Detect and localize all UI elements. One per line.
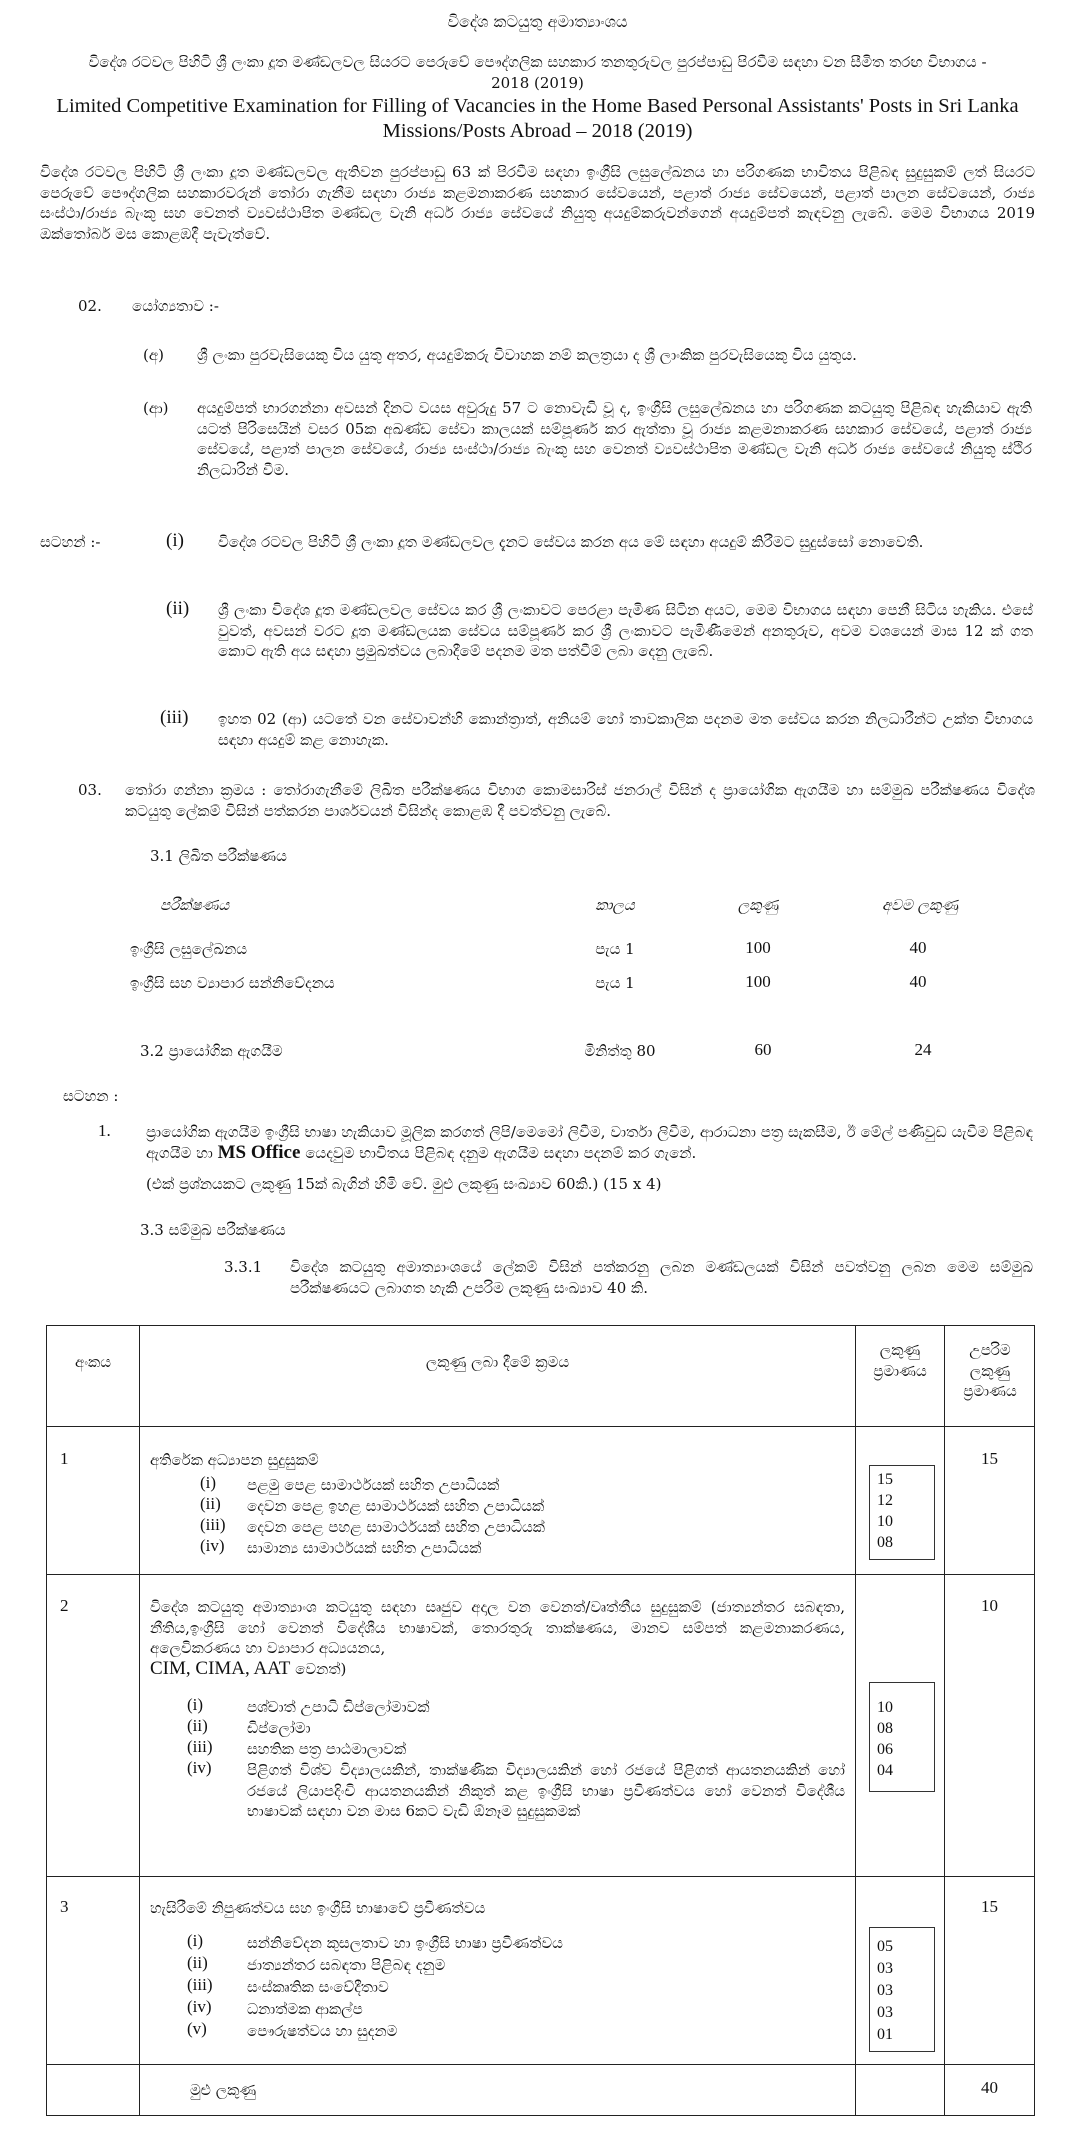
written-row-1-min: 40 [909, 938, 927, 957]
table-row-2-divider [46, 1876, 1034, 1877]
row-2-item-1-marks: 10 [877, 1699, 893, 1716]
written-row-1-time: පැය 1 [595, 940, 635, 958]
practical-min: 24 [914, 1040, 932, 1059]
eligibility-a-text: ශ්‍රී ලංකා පුරවැසියෙකු විය යුතු අතර, අයදුම්කරු විවාහක නම් කලත්‍රයා ද ශ්‍රී ලාංකික පුරවැසියෙකු විය යුතුය. [197, 346, 857, 364]
note-iii-label: (iii) [160, 707, 189, 728]
notes-label: සටහන් :- [40, 533, 101, 551]
row-2-item-3-label: (iii) [187, 1737, 213, 1756]
written-row-2-time: පැය 1 [595, 974, 635, 992]
written-col-min: අවම ලකුණු [881, 896, 959, 914]
row-3-item-2-label: (ii) [187, 1953, 208, 1972]
row-1-item-1-text: පළමු පෙළ සාමාර්ථයක් සහිත උපාධියක් [247, 1476, 500, 1494]
row-3-item-1-label: (i) [187, 1931, 204, 1950]
note-i-label: (i) [166, 530, 184, 551]
table-row-1-divider [46, 1574, 1034, 1575]
row-1-item-1-marks: 15 [877, 1471, 893, 1488]
section-3-1-heading: 3.1 ලිඛිත පරීක්ෂණය [150, 847, 287, 865]
row-2-item-2-text: ඩිප්ලෝමා [247, 1719, 311, 1737]
table-row-3-divider [46, 2064, 1034, 2065]
row-1-item-2-label: (ii) [200, 1494, 221, 1513]
total-value: 40 [981, 2078, 998, 2097]
table-header-max: උපරිම ලකුණු ප්‍රමාණය [963, 1341, 1017, 1400]
written-col-marks: ලකුණු [737, 896, 779, 914]
row-2-item-3-marks: 06 [877, 1741, 893, 1758]
row-3-item-3-label: (iii) [187, 1975, 213, 1994]
row-3-max: 15 [981, 1897, 998, 1916]
notes2-text [146, 1122, 1033, 1163]
row-1-title: අතිරේක අධ්‍යාපන සුදුසුකම් [150, 1451, 319, 1469]
row-3-item-3-marks: 03 [877, 1982, 893, 1999]
eligibility-b-text: අයදුම්පත් භාරගන්නා අවසන් දිනට වයස අවුරුදු 57 ට නොවැඩි වූ ද, ඉංග්‍රීසි ලසුලේඛනය හා පරිගණක කටයුතු පිළිබඳ හැකියාව ඇති යටත් පිරිසෙයින් වසර 05ක අඛණ්ඩ සේවා කාලයක් සම්පූර්ණ කර ඇත්තා වූ රාජ්‍ය කළමනාකරණ සහකාර සේවයේ, පළාත් රාජ්‍ය සේවයේ, පළාත් පාලන සේවයේ, රාජ්‍ය සංස්ථා/රාජ්‍ය බැංකු සහ වෙනත් ව්‍යවස්ථාපිත මණ්ඩල වැනි අර්ධ රාජ්‍ය සේවයේ නියුතු ස්ථිර නිලධාරින් වීම. [197, 399, 1032, 479]
table-header-marks: ලකුණු ප්‍රමාණය [873, 1341, 927, 1380]
row-2-item-4-label: (iv) [187, 1758, 212, 1777]
row-3-item-5-label: (v) [187, 2019, 207, 2038]
row-1-item-3-text: දෙවන පෙළ පහළ සාමාර්ථයක් සහිත උපාධියක් [247, 1518, 545, 1536]
row-3-item-3-text: සංස්කෘතික සංවේදීතාව [247, 1978, 389, 1996]
table-border-right [1034, 1325, 1035, 2116]
row-1-item-4-text: සාමාන්‍ය සාමාර්ථයක් සහිත උපාධියක් [247, 1539, 482, 1557]
table-header-no: අංකය [74, 1353, 111, 1371]
row-3-item-4-text: ධනාත්මක ආකල්ප [247, 2000, 363, 2018]
row-2-item-4-text: පිළිගත් විශ්ව විද්‍යාලයකින්, තාක්ෂණික විද්‍යාලයකින් හෝ රජයේ පිළිගත් ආයතනයකින් හෝ රජයේ ලියාපදිංචි ආයතනයකින් නිකුත් කළ ඉංග්‍රීසි භාෂා ප්‍රවීණත්වය හෝ වෙනත් විදේශීය භාෂාවක් සඳහා වන මාස 6කට වැඩි ඕනෑම සුදුසුකමක් [247, 1761, 845, 1820]
section-02-heading: යෝග්‍යතාව :- [132, 297, 219, 315]
row-3-title: හැසිරීමේ නිපුණත්වය සහ ඉංග්‍රීසි භාෂාවේ ප්‍රවීණත්වය [150, 1899, 486, 1917]
practical-time: මිනිත්තු 80 [584, 1042, 656, 1060]
note-ii-text: ශ්‍රී ලංකා විදේශ දූත මණ්ඩලවල සේවය කර ශ්‍රී ලංකාවට පෙරළා පැමිණ සිටින අයට, මෙම විභාගය සඳහා පෙනී සිටිය හැකිය. එසේ වුවත්, අවසන් වරට දූත මණ්ඩලයක සේවය සම්පූර්ණ කර ශ්‍රී ලංකාවට පැමිණීමෙන් අනතුරුව, අවම වශයෙන් මාස 12 ක් ගත කොට ඇති අය සඳහා ප්‍රමුඛත්වය ලබාදීමේ පදනම මත පත්වීම් ලබා දෙනු ලැබේ. [218, 601, 1033, 660]
row-2-item-1-text: පශ්චාත් උපාධි ඩිප්ලෝමාවක් [247, 1698, 430, 1716]
table-border-top [46, 1325, 1034, 1326]
written-row-2-name: ඉංග්‍රීසි සහ ව්‍යාපාර සන්නිවේදනය [130, 974, 335, 992]
table-border-bottom [46, 2115, 1034, 2116]
row-1-item-2-marks: 12 [877, 1492, 893, 1509]
section-3-3-1-text: විදේශ කටයුතු අමාත්‍යාංශයේ ලේකම් විසින් පත්කරනු ලබන මණ්ඩලයක් විසින් පවත්වනු ලබන මෙම සම්මුඛ පරීක්ෂණයට ලබාගත හැකි උපරිම ලකුණු සංඛ්‍යාව 40 කි. [290, 1258, 1033, 1297]
practical-marks: 60 [754, 1040, 772, 1059]
ministry-heading: විදේශ කටයුතු අමාත්‍යාංශය [447, 12, 628, 31]
row-3-item-4-label: (iv) [187, 1997, 212, 2016]
section-02-number: 02. [78, 297, 102, 315]
table-col-divider-3 [944, 1325, 945, 2116]
row-2-title-en: CIM, CIMA, AAT [150, 1657, 291, 1679]
section-3-3-1-number: 3.3.1 [224, 1258, 263, 1276]
written-row-1-name: ඉංග්‍රීසි ලසුලේඛනය [130, 940, 248, 958]
row-3-item-2-text: ජාත්‍යන්තර සබඳතා පිළිබඳ දනුම [247, 1956, 446, 1974]
row-1-max: 15 [981, 1449, 998, 1468]
table-header-method: ලකුණු ලබා දීමේ ක්‍රමය [425, 1353, 570, 1371]
row-2-item-4-marks: 04 [877, 1762, 893, 1779]
note-iii-text: ඉහත 02 (ආ) යටතේ වන සේවාවන්හි කොන්ත්‍රාත්, අනියම් හෝ තාවකාලික පදනම මත සේවය කරන නිලධාරීන්ට උක්ත විභාගය සඳහා අයදුම් කළ නොහැක. [218, 710, 1033, 749]
title-english: Limited Competitive Examination for Filling of Vacancies in the Home Based Personal Assistants' Posts in Sri Lanka Missions/Posts Abroad – 2018 (2019) [56, 95, 1019, 142]
eligibility-a-label: (අ) [143, 346, 164, 364]
row-3-item-1-text: සන්නිවේදන කුසලතාව හා ඉංග්‍රීසි භාෂා ප්‍රවීණත්වය [247, 1934, 563, 1952]
notes2-text-a: ප්‍රායෝගික ඇගයීම ඉංග්‍රීසි භාෂා හැකියාව මූලික කරගත් ලිපි/මෙමෝ ලිවීම, වාර්තා ලිවීම, ආරාධනා පත්‍ර සැකසීම, ඊ මේල් පණිවුඩ යැවීම පිළිබඳ ඇගයීම හා [146, 1123, 1033, 1162]
row-1-item-3-label: (iii) [200, 1515, 226, 1534]
written-col-exam: පරීක්ෂණය [160, 896, 230, 914]
written-row-2-min: 40 [909, 972, 927, 991]
eligibility-b-label: (ආ) [143, 399, 169, 417]
section-3-3-heading: 3.3 සම්මුඛ පරීක්ෂණය [140, 1221, 286, 1239]
row-1-item-4-label: (iv) [200, 1536, 225, 1555]
row-2-title [150, 1597, 845, 1679]
row-2-item-1-label: (i) [187, 1695, 204, 1714]
table-col-divider-1 [139, 1325, 140, 2116]
row-1-item-2-text: දෙවන පෙළ ඉහළ සාමාර්ථයක් සහිත උපාධියක් [247, 1497, 545, 1515]
practical-name: 3.2 ප්‍රායෝගික ඇගයීම [140, 1042, 283, 1060]
row-2-title-main: විදේශ කටයුතු අමාත්‍යාංශ කටයුතු සඳහා සෘජුව අදාල වන වෙනත්/වෘත්තීය සුදුසුකම් (ජාත්‍යන්තර සබඳතා, නීතිය,ඉංග්‍රීසි හෝ වෙනත් විදේශීය භාෂාවක්, තොරතුරු තාක්ෂණය, මානව සම්පත් කළමනාකරණය, අලෙවිකරණය හා ව්‍යාපාර අධ්‍යයනය, [150, 1598, 845, 1657]
written-row-1-marks: 100 [745, 938, 771, 957]
row-1-item-4-marks: 08 [877, 1534, 893, 1551]
row-2-item-2-label: (ii) [187, 1716, 208, 1735]
section-03-text: තෝරා ගන්නා ක්‍රමය : තෝරාගැනීමේ ලිඛිත පරීක්ෂණය විභාග කොමසාරිස් ජනරාල් විසින් ද ප්‍රායෝගික ඇගයීම හා සම්මුඛ පරීක්ෂණය විදේශ කටයුතු ලේකම් විසින් පත්කරන පාර්ශවයන් විසින්ද කොළඹ දී පවත්වනු ලැබේ. [125, 781, 1035, 820]
notes2-label: සටහන : [63, 1087, 119, 1105]
note-i-text: විදේශ රටවල පිහිටි ශ්‍රී ලංකා දූත මණ්ඩලවල දැනට සේවය කරන අය මේ සඳහා අයදුම් කිරීමට සුදුස්සෝ නොවෙති. [218, 533, 924, 551]
row-3-item-1-marks: 05 [877, 1938, 893, 1955]
notes2-ms-office: MS Office [217, 1141, 301, 1163]
title-sinhala: විදේශ රටවල පිහිටි ශ්‍රී ලංකා දූත මණ්ඩලවල සියරට පෙරුවේ පෞද්ගලික සහකාර තනතුරුවල පුරප්පාඩු පිරවීම සඳහා වන සීමිත තරඟ විභාගය - 2018 (2019) [88, 53, 987, 92]
table-col-divider-2 [855, 1325, 856, 2116]
section-03-number: 03. [78, 781, 102, 799]
notes2-text-c: යෙදවුම භාවිතය පිළිබඳ දනුම ඇගයීම සඳහා පදනම් කර ගැනේ. [300, 1143, 697, 1162]
notes2-sub: (එක් ප්‍රශ්නයකට ලකුණු 15ක් බැගින් හිමි වේ. මුළු ලකුණු සංඛ්‍යාව 60කි.) (15 x 4) [146, 1175, 662, 1193]
written-col-time: කාලය [595, 896, 635, 914]
note-ii-label: (ii) [166, 598, 190, 619]
intro-paragraph: විදේශ රටවල පිහිටි ශ්‍රී ලංකා දූත මණ්ඩලවල ඇතිවන පුරප්පාඩු 63 ක් පිරවීම සඳහා ඉංග්‍රීසි ලසුලේඛනය හා පරිගණක භාවිතය පිළිබඳ සුදුසුකම් ලත් සියරට පෙරුවේ පෞද්ගලික සහකාරවරුන් තෝරා ගැනීම සඳහා රාජ්‍ය කළමනාකරණ සහකාර සේවයෙන්, පළාත් රාජ්‍ය සේවයෙන්, පළාත් පාලන සේවයෙන්, රාජ්‍ය සංස්ථා/රාජ්‍ය බැංකු සහ වෙනත් ව්‍යවස්ථාපිත මණ්ඩල වැනි අර්ධ රාජ්‍ය සේවයේ නියුතු අයදුම්කරුවන්ගෙන් අයදුම්පත් කැඳවනු ලැබේ. මෙම විභාගය 2019 ඔක්තෝබර් මස කොළඹදී පැවැත්වේ. [40, 163, 1035, 243]
notes2-number: 1. [98, 1121, 111, 1140]
row-3-no: 3 [60, 1897, 69, 1916]
row-2-item-3-text: සහතික පත්‍ර පාඨමාලාවක් [247, 1740, 407, 1758]
row-3-item-5-text: පෞරුෂත්වය හා සුදනම [247, 2022, 398, 2040]
row-2-item-2-marks: 08 [877, 1720, 893, 1737]
row-3-item-2-marks: 03 [877, 1960, 893, 1977]
row-1-no: 1 [60, 1449, 69, 1468]
written-row-2-marks: 100 [745, 972, 771, 991]
row-3-item-4-marks: 03 [877, 2004, 893, 2021]
row-1-item-1-label: (i) [200, 1473, 217, 1492]
total-label: මුළු ලකුණු [190, 2081, 257, 2099]
row-2-title-tail: වෙනත්) [290, 1659, 347, 1678]
table-header-divider [46, 1426, 1034, 1427]
row-1-item-3-marks: 10 [877, 1513, 893, 1530]
row-2-max: 10 [981, 1596, 998, 1615]
row-2-no: 2 [60, 1596, 69, 1615]
row-3-item-5-marks: 01 [877, 2026, 893, 2043]
table-border-left [46, 1325, 47, 2116]
